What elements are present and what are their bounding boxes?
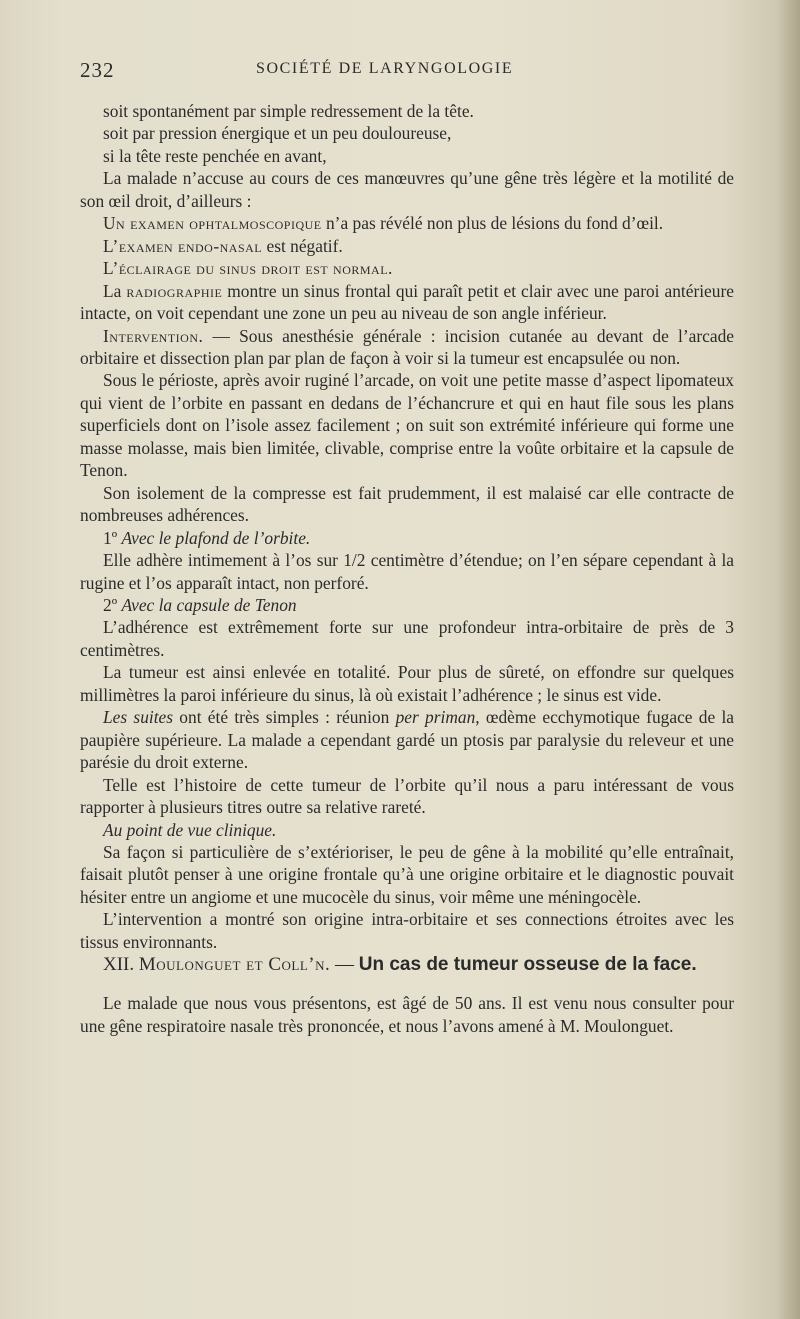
paragraph: L’adhérence est extrêmement forte sur une profondeur intra-orbitaire de près de 3 centimètres. [80, 617, 734, 660]
italic-text: per priman [395, 707, 476, 728]
italic-text: Les suites [103, 707, 174, 728]
paragraph [80, 212, 734, 234]
paragraph [80, 280, 734, 325]
section-authors: Moulonguet et Coll’n. [138, 954, 331, 976]
paragraph-text: — Sous anesthésie générale : incision cutanée au devant de l’arcade orbitaire et dissection plan par plan de façon à voir si la tumeur est encapsulée ou non. [80, 325, 734, 368]
smallcaps-label: radiographie [126, 280, 223, 301]
page-number: 232 [80, 58, 115, 82]
paragraph: Le malade que nous vous présentons, est âgé de 50 ans. Il est venu nous consulter pour une gêne respiratoire nasale très prononcée, et nous l’avons amené à M. Moulonguet. [80, 993, 734, 1036]
paragraph [80, 594, 734, 616]
page-edge-shadow [778, 0, 800, 1319]
paragraph [80, 527, 734, 549]
paragraph-text: , œdème ecchymotique fugace de la paupière supérieure. La malade a cependant gardé un ptosis par paralysie du releveur et une parésie du droit externe. [80, 707, 735, 773]
paragraph-text: est négatif. [262, 235, 343, 256]
running-header [80, 58, 730, 84]
paragraph-text: montre un sinus frontal qui paraît petit et clair avec une paroi antérieure intacte, on voit cependant une zone un peu au niveau de son angle inférieur. [80, 280, 734, 324]
italic-heading: Au point de vue clinique. [103, 819, 277, 840]
paragraph: soit par pression énergique et un peu douloureuse, [103, 123, 452, 144]
section-dash: — [330, 954, 359, 976]
paragraph: L’intervention a montré son origine intra-orbitaire et ses connections étroites avec les tissus environnants. [80, 909, 734, 952]
running-title: SOCIÉTÉ DE LARYNGOLOGIE [256, 60, 514, 77]
paragraph-text: ont été très simples : réunion [173, 707, 396, 728]
paragraph: Son isolement de la compresse est fait prudemment, il est malaisé car elle contracte de nombreuses adhérences. [80, 482, 734, 526]
italic-heading: Avec le plafond de l’orbite. [121, 527, 311, 548]
paragraph: Sa façon si particulière de s’extérioriser, le peu de gêne à la mobilité qu’elle entraînait, faisait plutôt penser à une origine frontale qu’à une origine orbitaire et le diagnostic pouvait hésiter entre un angiome et une mucocèle du sinus, voir même une méningocèle. [80, 841, 734, 907]
paragraph [80, 706, 734, 773]
paragraph: Telle est l’histoire de cette tumeur de l’orbite qu’il nous a paru intéressant de vous rapporter à plusieurs titres outre sa relative rareté. [80, 774, 734, 818]
list-number: 2º [103, 594, 122, 615]
paragraph: La malade n’accuse au cours de ces manœuvres qu’une gêne très légère et la motilité de son œil droit, d’ailleurs : [80, 168, 734, 211]
paragraph: soit spontanément par simple redressement de la tête. [103, 101, 474, 121]
list-number: 1º [103, 527, 122, 548]
paragraph [80, 325, 734, 370]
paragraph: Sous le périoste, après avoir ruginé l’arcade, on voit une petite masse d’aspect lipomateux qui vient de l’orbite en passant en dedans de l’échancrure et qui en haut file sous les plans superficiels dont on l’isole assez facilement ; on suit son extrémité inférieure qui forme une masse molasse, mais bien limitée, clivable, comprise entre la voûte orbitaire et la capsule de Tenon. [80, 370, 734, 481]
paragraph-text: La [103, 280, 127, 301]
paragraph [80, 235, 734, 257]
smallcaps-label: L’examen endo-nasal [103, 235, 263, 256]
paragraph: si la tête reste penchée en avant, [103, 145, 327, 166]
section-title: Un cas de tumeur osseuse de la face. [358, 954, 697, 976]
paragraph: La tumeur est ainsi enlevée en totalité. Pour plus de sûreté, on effondre sur quelques millimètres la paroi inférieure du sinus, là où existait l’adhérence ; le sinus est vide. [80, 662, 734, 705]
paragraph-text: n’a pas révélé non plus de lésions du fond d’œil. [321, 213, 664, 234]
section-number: XII. [103, 954, 139, 976]
italic-heading: Avec la capsule de Tenon [121, 594, 297, 615]
smallcaps-label: Intervention. [103, 325, 204, 346]
paragraph: L’éclairage du sinus droit est normal. [103, 258, 393, 279]
paragraph: Elle adhère intimement à l’os sur 1/2 centimètre d’étendue; on l’en sépare cependant à la rugine et l’os apparaît intact, non perforé. [80, 550, 734, 593]
smallcaps-label: Un examen ophtalmoscopique [103, 213, 322, 234]
body-text [80, 100, 734, 1037]
section-heading [80, 953, 734, 976]
